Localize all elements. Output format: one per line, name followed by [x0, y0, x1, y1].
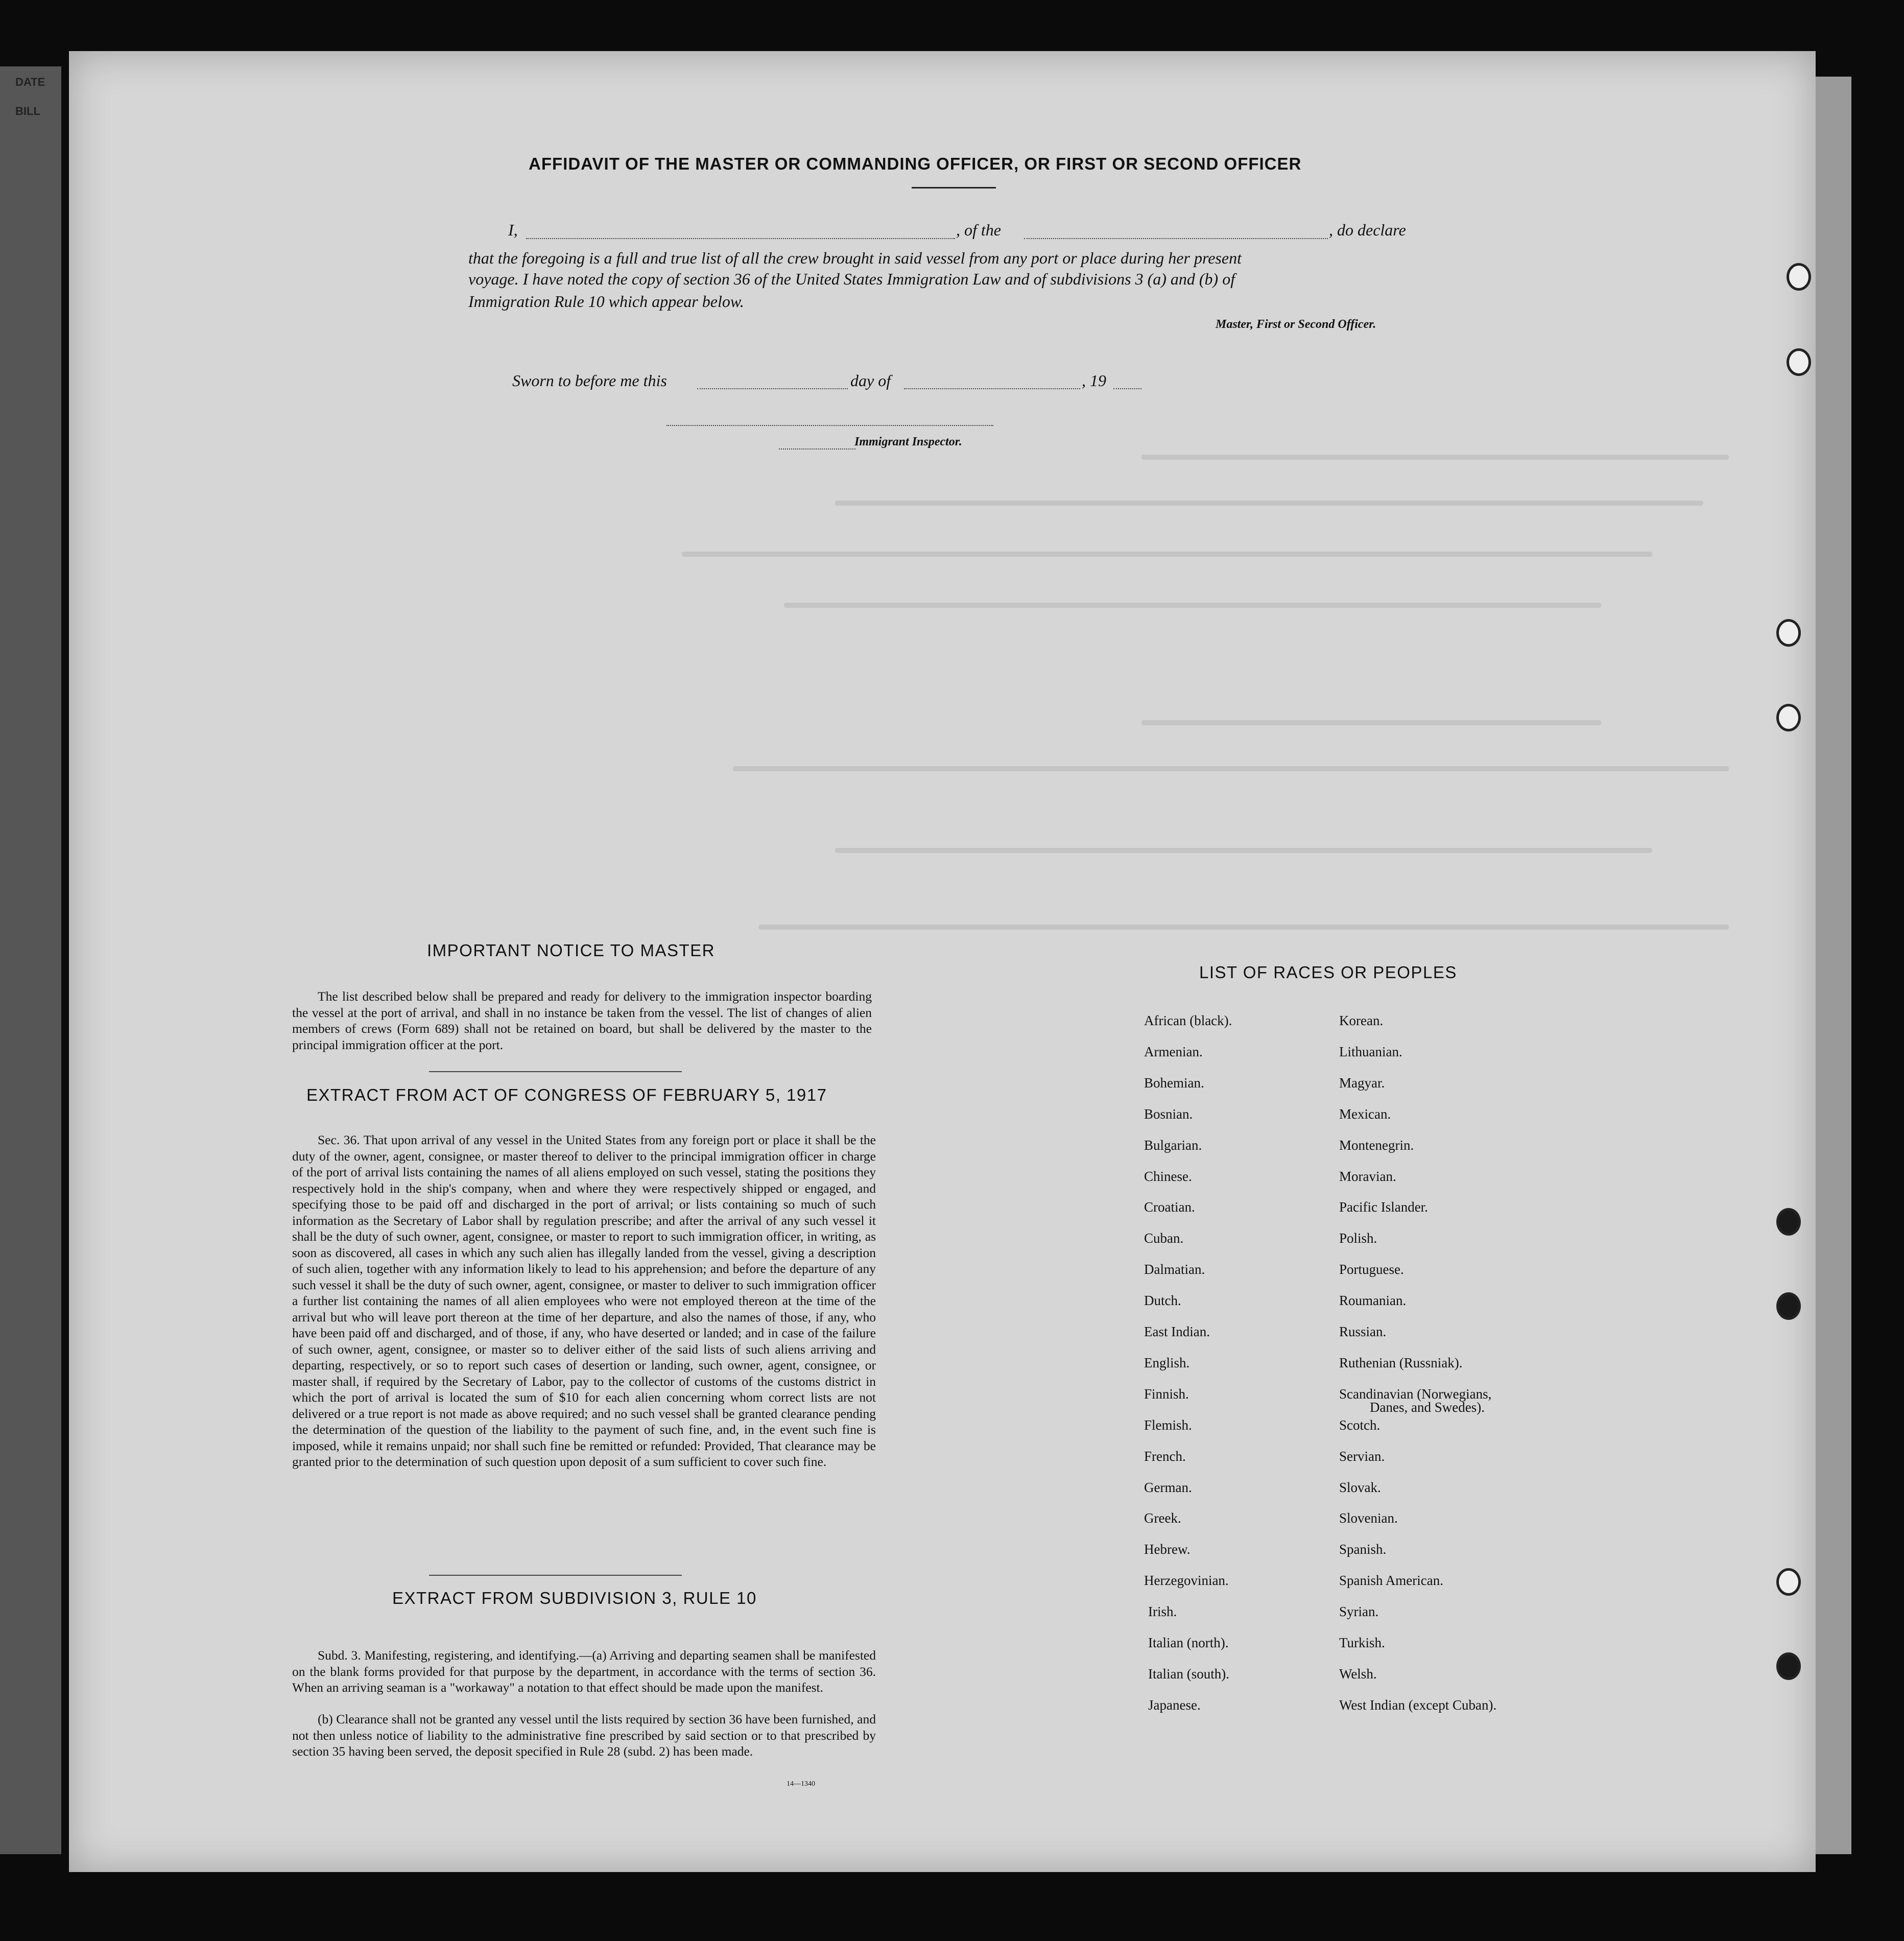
- year-label: , 19: [1082, 371, 1106, 390]
- race-item: West Indian (except Cuban).: [1339, 1697, 1497, 1713]
- form-number: 14—1340: [787, 1780, 815, 1788]
- bleed-through: [835, 501, 1703, 506]
- margin-tab-bill: BILL: [15, 105, 40, 117]
- race-item: Mexican.: [1339, 1106, 1391, 1122]
- bleed-through: [1141, 455, 1729, 460]
- race-item: Bohemian.: [1144, 1075, 1204, 1091]
- race-item: Welsh.: [1339, 1666, 1377, 1682]
- race-item: Roumanian.: [1339, 1293, 1407, 1308]
- race-item: Cuban.: [1144, 1230, 1184, 1246]
- race-item: Irish.: [1148, 1604, 1177, 1619]
- punch-hole: [1776, 1652, 1801, 1680]
- race-item: Scotch.: [1339, 1417, 1381, 1433]
- notice-text: The list described below shall be prepared and ready for delivery to the immigration inspector boarding the vessel at the port of arrival, and shall in no instance be taken from the vessel. The list of changes of alien members of crews (Form 689) shall not be retained on board, but shall be delivered by the master to the principal immigration officer at the port.: [292, 989, 872, 1052]
- race-item: French.: [1144, 1449, 1186, 1464]
- race-item: Dutch.: [1144, 1293, 1181, 1308]
- punch-hole: [1776, 1208, 1801, 1236]
- sworn-year-field[interactable]: [1113, 388, 1141, 389]
- race-item: Armenian.: [1144, 1044, 1203, 1059]
- race-item: Servian.: [1339, 1449, 1385, 1464]
- underlying-page-edge: [1816, 77, 1851, 1854]
- race-item: Korean.: [1339, 1013, 1384, 1028]
- race-item: Danes, and Swedes).: [1370, 1400, 1485, 1415]
- act-extract-text: Sec. 36. That upon arrival of any vessel in the United States from any foreign port or place it shall be the duty of the owner, agent, consignee, or master thereof to deliver to the principal immigration officer in charge of the port of arrival lists containing the names of all aliens employed on such vessel, stating the positions they respectively hold in the ship's company, when and where they were respectively shipped or engaged, and specifying those to be paid off and discharged in the port of arrival; or lists containing so much of such information as the Secretary of Labor shall by regulation prescribe; and after the arrival of any such vessel it shall be the duty of such owner, agent, consignee, or master to report to such immigration officer, in writing, as soon as discovered, all cases in which any such alien has illegally landed from the vessel, giving a description of such alien, together with any information likely to lead to his apprehension; and before the departure of any such vessel it shall be the duty of such owner, agent, consignee, or master to deliver to such immigration officer a further list containing the names of all alien employees who were not employed thereon at the time of the arrival but who will leave port thereon at the time of her departure, and also the names of those, if any, who have been paid off and discharged, and of those, if any, who have deserted or landed; and in case of the failure of such owner, agent, consignee, or master so to deliver either of the said lists of such aliens arriving and departing, respectively, or so to report such cases of desertion or landing, such owner, agent, consignee, or master shall, if required by the Secretary of Labor, pay to the collector of customs of the customs district in which the port of arrival is located the sum of $10 for each alien concerning whom correct lists are not delivered or a true report is not made as above required; and no such vessel shall be granted clearance pending the determination of the question of the liability to the payment of such fine, and, in the event such fine is imposed, while it remains unpaid; nor shall such fine be remitted or refunded: Provided, That clearance may be granted prior to the determination of such question upon deposit of a sum sufficient to cover such fine.: [292, 1132, 876, 1469]
- inspector-signature-line[interactable]: [667, 425, 993, 426]
- race-item: Moravian.: [1339, 1169, 1396, 1184]
- punch-hole: [1776, 1292, 1801, 1320]
- bleed-through: [784, 603, 1601, 608]
- race-item: Portuguese.: [1339, 1262, 1404, 1277]
- punch-hole: [1787, 348, 1811, 376]
- race-item: Dalmatian.: [1144, 1262, 1205, 1277]
- notice-title: IMPORTANT NOTICE TO MASTER: [427, 941, 716, 960]
- punch-hole: [1776, 619, 1801, 647]
- race-item: English.: [1144, 1355, 1190, 1370]
- race-item: Greek.: [1144, 1510, 1181, 1526]
- title-underline: [912, 187, 996, 188]
- race-item: Lithuanian.: [1339, 1044, 1402, 1059]
- rule-extract-title: EXTRACT FROM SUBDIVISION 3, RULE 10: [392, 1589, 757, 1607]
- adjacent-page-edge: [0, 66, 61, 1854]
- vessel-name-field[interactable]: [1024, 238, 1328, 239]
- race-item: Slovenian.: [1339, 1510, 1398, 1526]
- punch-hole: [1776, 1568, 1801, 1596]
- day-of-label: day of: [850, 371, 891, 390]
- sworn-month-field[interactable]: [904, 388, 1080, 389]
- race-item: Italian (south).: [1148, 1666, 1229, 1682]
- affidavit-body-line1: that the foregoing is a full and true list of all the crew brought in said vessel from any port or place during her present: [468, 249, 1242, 267]
- race-item: Slovak.: [1339, 1480, 1381, 1495]
- race-item: African (black).: [1144, 1013, 1232, 1028]
- document-page: [69, 51, 1816, 1872]
- race-item: Herzegovinian.: [1144, 1573, 1229, 1588]
- declare-label: , do declare: [1329, 221, 1406, 239]
- race-item: Syrian.: [1339, 1604, 1379, 1619]
- bleed-through: [835, 848, 1652, 853]
- signature-label: Master, First or Second Officer.: [1216, 318, 1376, 331]
- rule-extract-text-a: Subd. 3. Manifesting, registering, and identifying.—(a) Arriving and departing seamen shall be manifested on the blank forms provided for that purpose by the department, in accordance with the terms of section 36. When an arriving seaman is a "workaway" a notation to that effect should be made upon the manifest.: [292, 1648, 876, 1695]
- race-item: Finnish.: [1144, 1386, 1189, 1402]
- inspector-signature-line-short: [779, 448, 855, 449]
- race-item: Pacific Islander.: [1339, 1199, 1428, 1215]
- race-item: Japanese.: [1148, 1697, 1201, 1713]
- bleed-through: [1141, 720, 1601, 725]
- race-item: Chinese.: [1144, 1169, 1192, 1184]
- section-divider: [429, 1575, 682, 1576]
- affidavit-title: AFFIDAVIT OF THE MASTER OR COMMANDING OFFICER, OR FIRST OR SECOND OFFICER: [529, 154, 1302, 173]
- race-item: Polish.: [1339, 1230, 1377, 1246]
- bleed-through: [682, 552, 1652, 557]
- race-item: Spanish.: [1339, 1542, 1387, 1557]
- race-item: Russian.: [1339, 1324, 1387, 1339]
- race-item: Flemish.: [1144, 1417, 1192, 1433]
- vessel-label: , of the: [956, 221, 1001, 239]
- race-item: Spanish American.: [1339, 1573, 1443, 1588]
- race-item: Scandinavian (Norwegians,: [1339, 1386, 1492, 1402]
- affidavit-body-line3: Immigration Rule 10 which appear below.: [468, 292, 744, 311]
- declarant-label: I,: [508, 221, 518, 239]
- race-item: Italian (north).: [1148, 1635, 1229, 1650]
- declarant-name-field[interactable]: [526, 238, 955, 239]
- races-title: LIST OF RACES OR PEOPLES: [1199, 963, 1457, 982]
- sworn-label: Sworn to before me this: [512, 371, 667, 390]
- section-divider: [429, 1071, 682, 1072]
- inspector-label: Immigrant Inspector.: [854, 435, 962, 448]
- punch-hole: [1787, 263, 1811, 291]
- race-item: Turkish.: [1339, 1635, 1385, 1650]
- affidavit-body-line2: voyage. I have noted the copy of section 36 of the United States Immigration Law and of subdivisions 3 (a) and (b) of: [468, 270, 1235, 288]
- race-item: Ruthenian (Russniak).: [1339, 1355, 1463, 1370]
- race-item: Bulgarian.: [1144, 1138, 1202, 1153]
- bleed-through: [733, 766, 1729, 771]
- race-item: German.: [1144, 1480, 1192, 1495]
- race-item: Magyar.: [1339, 1075, 1385, 1091]
- act-extract-title: EXTRACT FROM ACT OF CONGRESS OF FEBRUARY 5, 1917: [306, 1085, 827, 1104]
- race-item: Croatian.: [1144, 1199, 1195, 1215]
- race-item: Hebrew.: [1144, 1542, 1191, 1557]
- race-item: Bosnian.: [1144, 1106, 1193, 1122]
- race-item: East Indian.: [1144, 1324, 1210, 1339]
- sworn-day-field[interactable]: [697, 388, 848, 389]
- rule-extract-text-b: (b) Clearance shall not be granted any vessel until the lists required by section 36 have been furnished, and not then unless notice of liability to the administrative fine prescribed by said section or to that prescribed by section 35 having been served, the deposit specified in Rule 28 (subd. 2) has been made.: [292, 1712, 876, 1759]
- bleed-through: [758, 925, 1729, 930]
- punch-hole: [1776, 704, 1801, 731]
- race-item: Montenegrin.: [1339, 1138, 1414, 1153]
- margin-tab-date: DATE: [15, 76, 45, 88]
